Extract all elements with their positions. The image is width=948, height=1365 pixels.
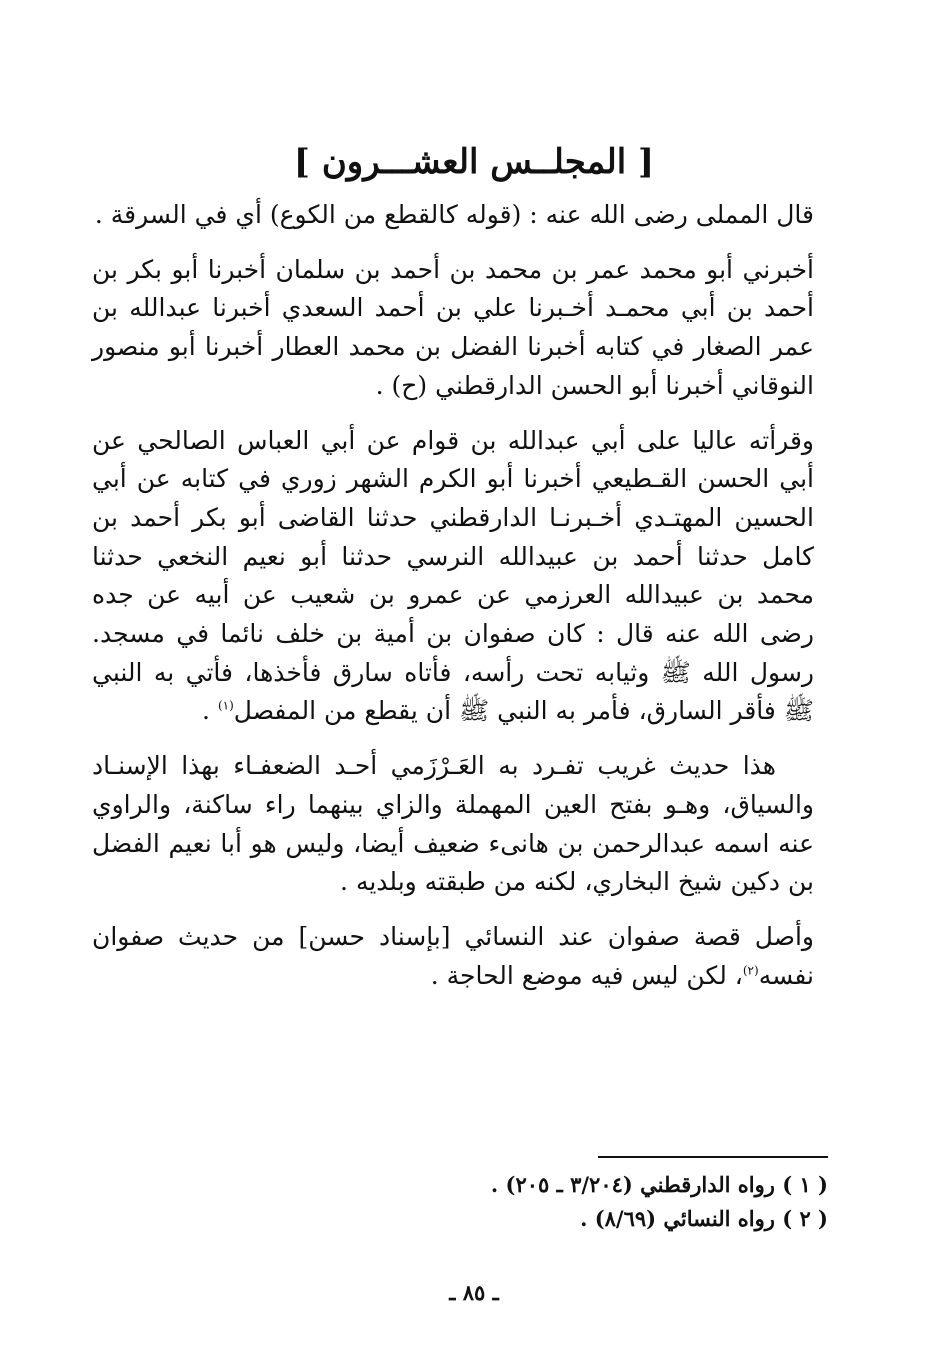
- paragraph-origin: [92, 918, 814, 995]
- footnote-ref-1: (١): [217, 699, 234, 714]
- footnote-1: ( ١ ) رواه الدارقطني (٣/٢٠٤ ـ ٢٠٥) .: [490, 1172, 828, 1197]
- paragraph-commentary: هذا حديث غريب تفـرد به العَـرْزَمي أحـد الضعفـاء بهذا الإسنـاد والسياق، وهـو بفتح العين المهملة والزاي بينهما راء ساكنة، والراوي عنه اسمه عبدالرحمن بن هانىء ضعيف أيضا، وليس هو أبا نعيم الفضل بن دكين شيخ البخاري، لكنه من طبقته وبلديه .: [92, 751, 814, 897]
- paragraph-isnad-2-end: .: [202, 696, 218, 726]
- paragraph-origin-end: ، لكن ليس فيه موضع الحاجة .: [430, 960, 743, 990]
- main-text: [92, 196, 814, 1011]
- footnote-divider: [598, 1156, 828, 1158]
- paragraph-origin-text: وأصل قصة صفوان عند النسائي [بإسناد حسن] من حديث صفوان نفسه: [92, 921, 814, 990]
- paragraph-isnad-2: [92, 422, 814, 732]
- paragraph-isnad-2-text: وقرأته عاليا على أبي عبدالله بن قوام عن أبي العباس الصالحي عن أبي الحسن القـطيعي أخبرنا أبو الكرم الشهر زوري في كتابه عن أبي الحسين المهتـدي أخـبرنـا الدارقطني حدثنا القاضى أبو بكر أحمد بن كامل حدثنا أحمد بن عبيدالله النرسي حدثنا أبو نعيم النخعي حدثنا محمد بن عبيدالله العرزمي عن عمرو بن شعيب عن أبيه عن جده رضى الله عنه قال : كان صفوان بن أمية بن خلف نائما في مسجد. رسول الله ﷺ وثيابه تحت رأسه، فأتاه سارق فأخذها، فأتي به النبي ﷺ فأقر السارق، فأمر به النبي ﷺ أن يقطع من المفصل: [92, 425, 814, 726]
- paragraph-intro: قال المملى رضى الله عنه : (قوله كالقطع من الكوع) أي في السرقة .: [94, 200, 814, 229]
- page-number: ـ ٨٥ ـ: [449, 1280, 499, 1305]
- chapter-title: [ المجلــس العشـــرون ]: [293, 142, 655, 182]
- paragraph-isnad-1: أخبرني أبو محمد عمر بن محمد بن أحمد بن سلمان أخبرنا أبو بكر بن أحمد بن أبي محمـد أخـبرنا علي بن أحمد السعدي أخبرنا عبدالله بن عمر الصغار في كتابه أخبرنا الفضل بن محمد العطار أخبرنا أبو منصور النوقاني أخبرنا أبو الحسن الدارقطني (ح) .: [92, 254, 814, 400]
- footnote-2: ( ٢ ) رواه النسائي (٨/٦٩) .: [580, 1206, 828, 1231]
- footnotes: [128, 1168, 828, 1236]
- footnote-ref-2: (٢): [742, 963, 759, 978]
